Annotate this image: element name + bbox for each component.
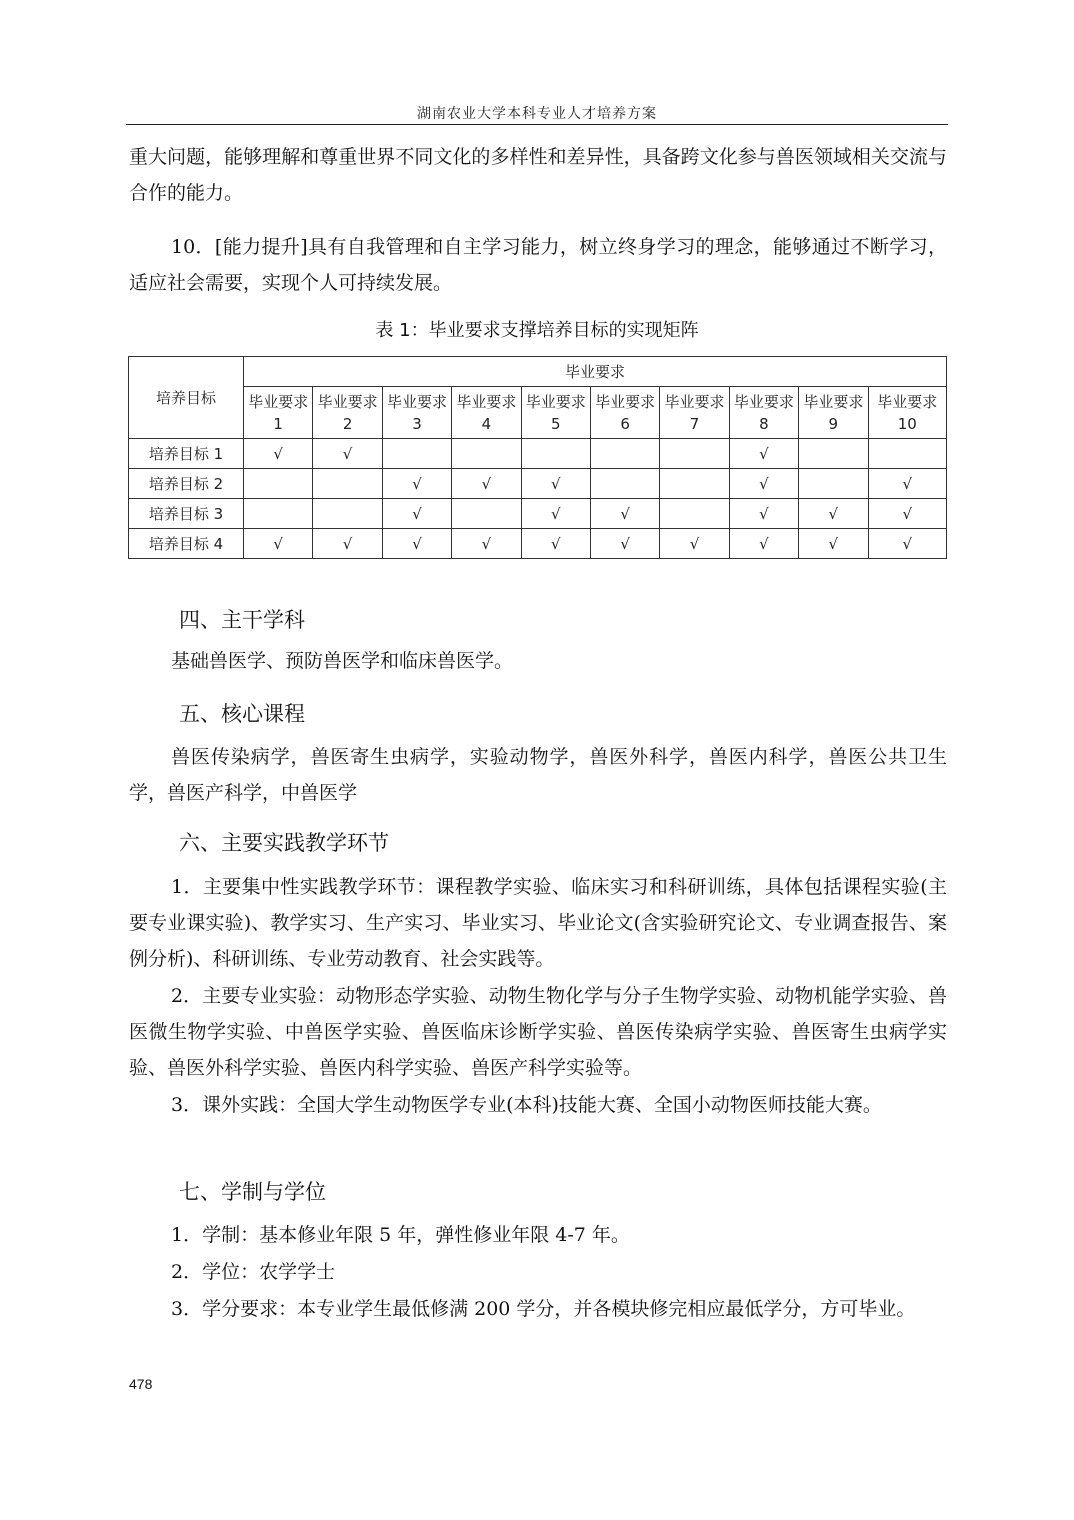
column-header: 毕业要求 8: [729, 387, 798, 439]
table-cell: √: [868, 499, 946, 529]
section-7-paragraph-1: 1．学制：基本修业年限 5 年，弹性修业年限 4-7 年。: [171, 1224, 630, 1246]
row-label: 培养目标 1: [129, 439, 244, 469]
table-cell: [590, 439, 659, 469]
table-cell: √: [382, 469, 451, 499]
intro-paragraph-2: 10．[能力提升]具有自我管理和自主学习能力，树立终身学习的理念，能够通过不断学习，适应社会需要，实现个人可持续发展。: [129, 236, 947, 294]
column-header: 毕业要求 10: [868, 387, 946, 439]
table-cell: √: [868, 469, 946, 499]
table-cell: [660, 469, 729, 499]
table-cell: [313, 499, 382, 529]
section-6-paragraph-3: 3．课外实践：全国大学生动物医学专业(本科)技能大赛、全国小动物医师技能大赛。: [171, 1094, 882, 1116]
table-cell: √: [590, 499, 659, 529]
page-number: 478: [129, 1376, 153, 1392]
table-cell: √: [590, 529, 659, 559]
table-cell: √: [521, 499, 590, 529]
row-label: 培养目标 2: [129, 469, 244, 499]
section-5-body: 兽医传染病学，兽医寄生虫病学，实验动物学，兽医外科学，兽医内科学，兽医公共卫生学，兽医产科学，中兽医学: [129, 746, 947, 804]
column-header: 毕业要求 1: [244, 387, 313, 439]
table-cell: √: [729, 499, 798, 529]
header-rule: [126, 124, 948, 125]
section-6-paragraph-1: 1．主要集中性实践教学环节：课程教学实验、临床实习和科研训练，具体包括课程实验(主要专业课实验)、教学实习、生产实习、毕业实习、毕业论文(含实验研究论文、专业调查报告、案例分析)、科研训练、专业劳动教育、社会实践等。: [129, 876, 947, 970]
intro-paragraph-1: 重大问题，能够理解和尊重世界不同文化的多样性和差异性，具备跨文化参与兽医领域相关交流与合作的能力。: [129, 146, 947, 204]
column-header: 毕业要求 5: [521, 387, 590, 439]
table-cell: [521, 439, 590, 469]
column-header: 毕业要求 4: [452, 387, 521, 439]
section-7-paragraph-3: 3．学分要求：本专业学生最低修满 200 学分，并各模块修完相应最低学分，方可毕业。: [171, 1298, 916, 1320]
table-cell: √: [244, 529, 313, 559]
table-row: [129, 529, 947, 559]
table-cell: √: [868, 529, 946, 559]
table-cell: [590, 469, 659, 499]
table-cell: [452, 499, 521, 529]
table-cell: √: [244, 439, 313, 469]
table-cell: [799, 469, 868, 499]
table-row: [129, 439, 947, 469]
table-cell: √: [799, 499, 868, 529]
table-cell: √: [729, 469, 798, 499]
column-header: 毕业要求 9: [799, 387, 868, 439]
table-cell: [313, 469, 382, 499]
column-header: 毕业要求 7: [660, 387, 729, 439]
table-cell: [799, 439, 868, 469]
table-cell: √: [729, 529, 798, 559]
table-cell: √: [729, 439, 798, 469]
table-cell: [452, 439, 521, 469]
row-label: 培养目标 4: [129, 529, 244, 559]
table-cell: [382, 439, 451, 469]
section-6-paragraph-2: 2．主要专业实验：动物形态学实验、动物生物化学与分子生物学实验、动物机能学实验、兽医微生物学实验、中兽医学实验、兽医临床诊断学实验、兽医传染病学实验、兽医寄生虫病学实验、兽医外科学实验、兽医内科学实验、兽医产科学实验等。: [129, 985, 947, 1079]
table-group-label: 毕业要求: [244, 357, 947, 387]
table-cell: √: [452, 469, 521, 499]
table-cell: √: [521, 529, 590, 559]
table-cell: √: [313, 439, 382, 469]
table-cell: [660, 439, 729, 469]
table-row: [129, 469, 947, 499]
section-4-body: 基础兽医学、预防兽医学和临床兽医学。: [171, 650, 514, 672]
table-cell: √: [313, 529, 382, 559]
table-cell: [244, 469, 313, 499]
column-header: 毕业要求 6: [590, 387, 659, 439]
table-cell: √: [521, 469, 590, 499]
table-cell: √: [799, 529, 868, 559]
column-header: 毕业要求 2: [313, 387, 382, 439]
table-caption: 表 1：毕业要求支撑培养目标的实现矩阵: [375, 320, 699, 341]
requirements-matrix-table: [128, 356, 947, 559]
table-cell: √: [660, 529, 729, 559]
running-header: 湖南农业大学本科专业人才培养方案: [417, 106, 657, 122]
table-corner-label: 培养目标: [129, 357, 244, 439]
column-header: 毕业要求 3: [382, 387, 451, 439]
row-label: 培养目标 3: [129, 499, 244, 529]
section-heading-5: 五、核心课程: [179, 702, 305, 726]
table-cell: √: [382, 499, 451, 529]
table-cell: [244, 499, 313, 529]
table-row: [129, 499, 947, 529]
section-7-paragraph-2: 2．学位：农学学士: [171, 1261, 336, 1283]
table-cell: √: [382, 529, 451, 559]
section-heading-4: 四、主干学科: [179, 608, 305, 632]
section-heading-7: 七、学制与学位: [179, 1180, 326, 1204]
section-heading-6: 六、主要实践教学环节: [179, 831, 389, 855]
table-cell: [660, 499, 729, 529]
table-cell: [868, 439, 946, 469]
table-cell: √: [452, 529, 521, 559]
